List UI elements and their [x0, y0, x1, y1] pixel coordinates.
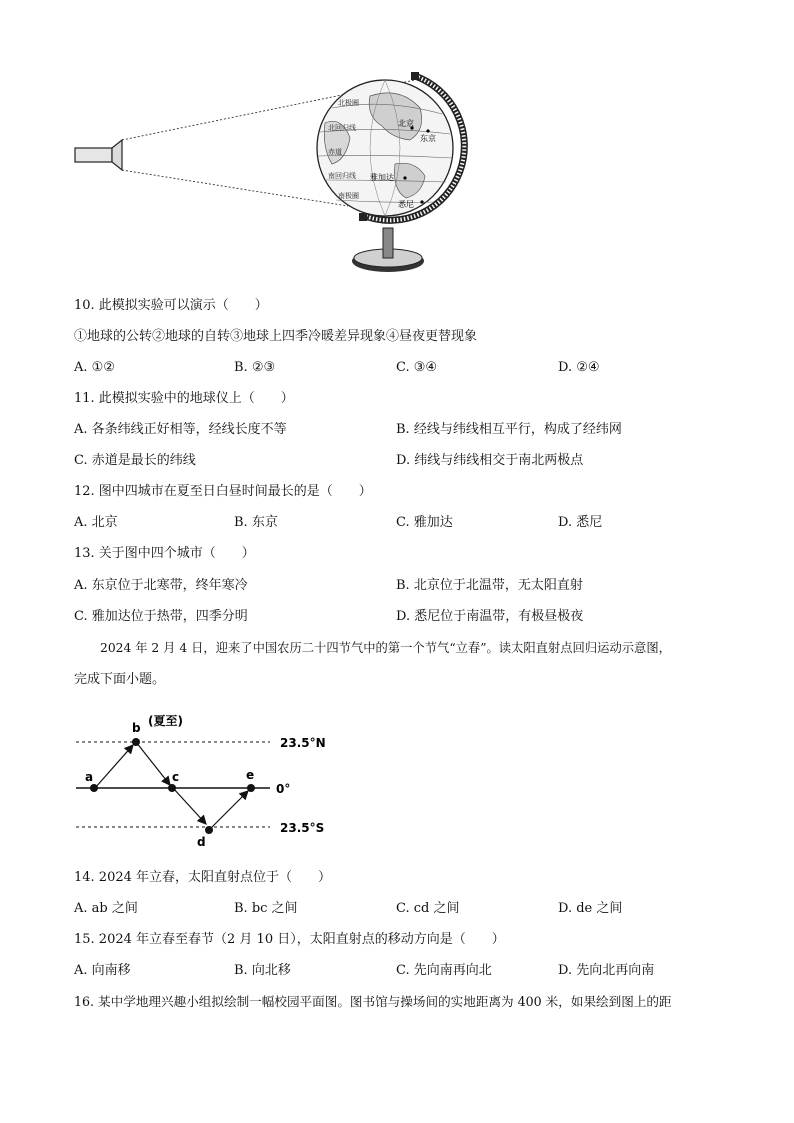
q13-option-a[interactable]: A. 东京位于北寒带，终年寒冷	[74, 578, 248, 593]
q12-option-b[interactable]: B. 东京	[234, 515, 278, 530]
q15-stem: 15. 2024 年立春至春节（2 月 10 日），太阳直射点的移动方向是（ ）	[74, 932, 505, 947]
beijing-label: 北京	[398, 119, 414, 128]
jakarta-label: 雅加达	[370, 173, 394, 182]
q14-option-d[interactable]: D. de 之间	[558, 901, 623, 916]
q12-stem: 12. 图中四城市在夏至日白昼时间最长的是（ ）	[74, 484, 372, 499]
q14-stem: 14. 2024 年立春，太阳直射点位于（ ）	[74, 870, 332, 885]
q12-option-a[interactable]: A. 北京	[74, 515, 118, 530]
flashlight-icon	[75, 140, 122, 170]
q12-option-d[interactable]: D. 悉尼	[558, 515, 603, 530]
label-a: a	[85, 770, 94, 784]
intro-line-1: 2024 年 2 月 4 日，迎来了中国农历二十四节气中的第一个节气“立春”。读太阳直射点回归运动示意图，	[100, 641, 671, 655]
q11-stem: 11. 此模拟实验中的地球仪上（ ）	[74, 391, 294, 406]
q12-option-c[interactable]: C. 雅加达	[396, 515, 453, 530]
q14-option-b[interactable]: B. bc 之间	[234, 901, 298, 916]
label-c: c	[172, 770, 180, 784]
lat-north-label: 23.5°N	[280, 736, 326, 750]
q13-option-d[interactable]: D. 悉尼位于南温带，有极昼极夜	[396, 609, 584, 624]
lat-zero-label: 0°	[276, 782, 291, 796]
antarctic-label: 南极圈	[338, 192, 359, 200]
q10-stem: 10. 此模拟实验可以演示（ ）	[74, 298, 268, 313]
point-c	[168, 784, 176, 792]
tropic-s-label: 南回归线	[328, 172, 356, 180]
q14-option-c[interactable]: C. cd 之间	[396, 901, 460, 916]
jakarta-dot	[403, 176, 406, 179]
sun-migration-diagram	[70, 708, 340, 854]
point-e	[247, 784, 255, 792]
point-a	[90, 784, 98, 792]
q11-option-c[interactable]: C. 赤道是最长的纬线	[74, 453, 196, 468]
label-b: b	[132, 721, 141, 735]
lat-south-label: 23.5°S	[280, 821, 325, 835]
q10-option-a[interactable]: A. ①②	[74, 360, 115, 375]
label-e: e	[246, 768, 255, 782]
arctic-label: 北极圈	[338, 99, 359, 107]
intro-line-2: 完成下面小题。	[74, 672, 166, 687]
q10-option-d[interactable]: D. ②④	[558, 360, 600, 375]
summer-solstice-label: (夏至)	[148, 714, 183, 728]
q16-stem: 16. 某中学地理兴趣小组拟绘制一幅校园平面图。图书馆与操场间的实地距离为 400 米，如果绘到图上的距	[74, 994, 672, 1009]
tokyo-label: 东京	[420, 134, 436, 143]
q13-option-b[interactable]: B. 北京位于北温带，无太阳直射	[396, 578, 583, 593]
q15-option-a[interactable]: A. 向南移	[74, 963, 131, 978]
q13-stem: 13. 关于图中四个城市（ ）	[74, 546, 255, 561]
globe-stand	[352, 228, 424, 272]
q11-option-b[interactable]: B. 经线与纬线相互平行，构成了经纬网	[396, 422, 622, 437]
label-d: d	[197, 835, 206, 849]
q10-option-c[interactable]: C. ③④	[396, 360, 438, 375]
point-d	[205, 826, 213, 834]
equator-label: 赤道	[328, 148, 342, 156]
q10-option-b[interactable]: B. ②③	[234, 360, 276, 375]
q11-option-a[interactable]: A. 各条纬线正好相等，经线长度不等	[74, 422, 287, 437]
q11-option-d[interactable]: D. 纬线与纬线相交于南北两极点	[396, 453, 584, 468]
q14-option-a[interactable]: A. ab 之间	[74, 901, 138, 916]
tropic-n-label: 北回归线	[328, 124, 356, 132]
q15-option-c[interactable]: C. 先向南再向北	[396, 963, 492, 978]
q10-sub: ①地球的公转②地球的自转③地球上四季冷暖差异现象④昼夜更替现象	[74, 329, 478, 344]
q15-option-b[interactable]: B. 向北移	[234, 963, 291, 978]
point-b	[132, 738, 140, 746]
q15-option-d[interactable]: D. 先向北再向南	[558, 963, 655, 978]
globe-experiment-figure	[70, 68, 490, 283]
sydney-label: 悉尼	[398, 200, 414, 209]
tokyo-dot	[426, 129, 429, 132]
globe	[317, 80, 453, 216]
sydney-dot	[420, 200, 423, 203]
q13-option-c[interactable]: C. 雅加达位于热带，四季分明	[74, 609, 248, 624]
